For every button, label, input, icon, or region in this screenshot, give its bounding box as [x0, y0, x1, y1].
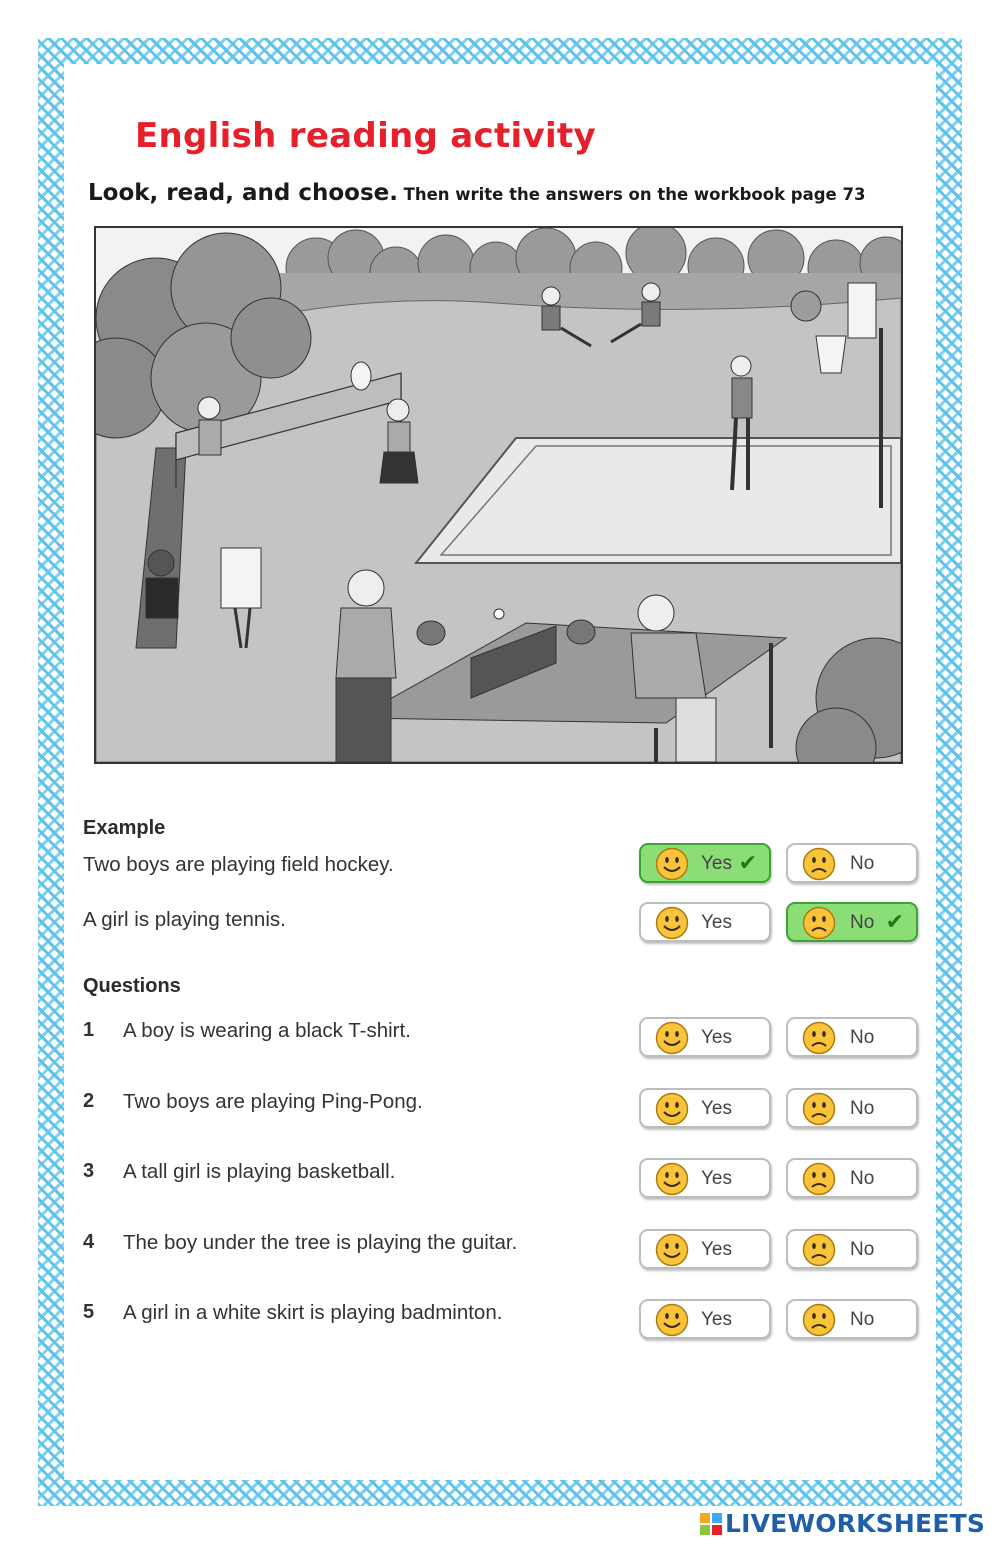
smiley-face-icon [655, 1303, 689, 1337]
question-text: A boy is wearing a black T-shirt. [123, 1019, 411, 1042]
no-label: No [850, 1098, 875, 1119]
yes-label: Yes [701, 1239, 732, 1260]
yes-label: Yes [701, 1027, 732, 1048]
sad-face-icon [802, 1233, 836, 1267]
yes-label: Yes [701, 912, 732, 933]
example-label: Example [83, 817, 166, 839]
sad-face-icon [802, 906, 836, 940]
example-sentence-2: A girl is playing tennis. [83, 908, 286, 931]
question-text: A girl in a white skirt is playing badminton. [123, 1301, 503, 1324]
smiley-face-icon [655, 1233, 689, 1267]
example-1-yes-button[interactable] [639, 843, 771, 883]
smiley-face-icon [655, 906, 689, 940]
no-label: No [850, 1027, 875, 1048]
no-label: No [850, 853, 875, 874]
sad-face-icon [802, 1092, 836, 1126]
question-number: 5 [83, 1301, 95, 1323]
yes-label: Yes [701, 853, 732, 874]
instruction-secondary: Then write the answers on the workbook page 73 [403, 185, 866, 204]
brand-name: LIVEWORKSHEETS [725, 1509, 986, 1538]
smiley-face-icon [655, 847, 689, 881]
example-sentence-1: Two boys are playing field hockey. [83, 853, 394, 876]
worksheet-title: English reading activity [135, 116, 596, 156]
yes-label: Yes [701, 1309, 732, 1330]
checkmark-icon: ✔ [885, 910, 904, 935]
example-2-no-button[interactable] [786, 902, 918, 942]
question-5-no-button[interactable] [786, 1299, 918, 1339]
question-3-yes-button[interactable] [639, 1158, 771, 1198]
liveworksheets-logo[interactable] [700, 1509, 985, 1538]
yes-label: Yes [701, 1168, 732, 1189]
question-number: 1 [83, 1019, 95, 1041]
instruction-main: Look, read, and choose. [88, 180, 398, 206]
questions-label: Questions [83, 975, 181, 997]
sad-face-icon [802, 1303, 836, 1337]
sad-face-icon [802, 1021, 836, 1055]
example-2-yes-button[interactable] [639, 902, 771, 942]
smiley-face-icon [655, 1021, 689, 1055]
question-4-yes-button[interactable] [639, 1229, 771, 1269]
question-2-yes-button[interactable] [639, 1088, 771, 1128]
liveworksheets-logo-icon [700, 1513, 722, 1535]
sad-face-icon [802, 847, 836, 881]
checkmark-icon: ✔ [738, 851, 757, 876]
no-label: No [850, 912, 875, 933]
yes-label: Yes [701, 1098, 732, 1119]
question-text: A tall girl is playing basketball. [123, 1160, 396, 1183]
park-scene-illustration [94, 226, 903, 764]
question-4-no-button[interactable] [786, 1229, 918, 1269]
question-text: Two boys are playing Ping-Pong. [123, 1090, 423, 1113]
no-label: No [850, 1309, 875, 1330]
sad-face-icon [802, 1162, 836, 1196]
smiley-face-icon [655, 1092, 689, 1126]
question-number: 3 [83, 1160, 95, 1182]
example-1-no-button[interactable] [786, 843, 918, 883]
no-label: No [850, 1168, 875, 1189]
instructions [88, 180, 865, 206]
no-label: No [850, 1239, 875, 1260]
question-1-yes-button[interactable] [639, 1017, 771, 1057]
question-number: 4 [83, 1231, 95, 1253]
smiley-face-icon [655, 1162, 689, 1196]
question-5-yes-button[interactable] [639, 1299, 771, 1339]
question-2-no-button[interactable] [786, 1088, 918, 1128]
question-1-no-button[interactable] [786, 1017, 918, 1057]
question-number: 2 [83, 1090, 95, 1112]
question-3-no-button[interactable] [786, 1158, 918, 1198]
question-text: The boy under the tree is playing the guitar. [123, 1231, 518, 1254]
